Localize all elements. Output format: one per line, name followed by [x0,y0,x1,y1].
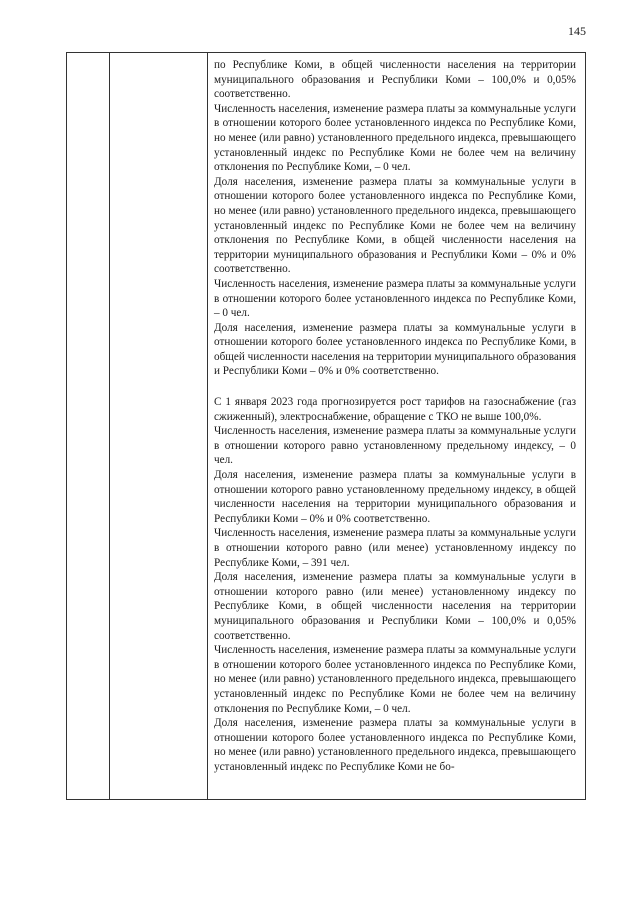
column-divider-1 [109,53,110,799]
paragraph: Численность населения, изменение размера платы за коммунальные услуги в отношении которого равно установленному предельному индексу, – 0 чел. [214,425,576,467]
paragraph: Численность населения, изменение размера платы за коммунальные услуги в отношении которого более установленного индекса по Республике Коми, но менее (или равно) установленного предельного индекса, превышающего установленный индекс по Республике Коми не более чем на величину отклонения по Республике Коми, – 0 чел. [214,644,576,715]
document-table [66,52,586,800]
paragraph: по Республике Коми, в общей численности населения на территории муниципального образования и Республики Коми – 100,0% и 0,05% соответственно. [214,59,576,101]
paragraph-gap [214,379,576,395]
paragraph: Доля населения, изменение размера платы за коммунальные услуги в отношении которого более установленного индекса по Республике Коми, в общей численности населения на территории муниципального образования и Республики Коми – 0% и 0% соответственно. [214,321,576,378]
paragraph: Численность населения, изменение размера платы за коммунальные услуги в отношении которого равно (или менее) установленному индексу по Республике Коми, – 391 чел. [214,527,576,569]
paragraph: Численность населения, изменение размера платы за коммунальные услуги в отношении которого более установленного индекса по Республике Коми, – 0 чел. [214,277,576,320]
page-number: 145 [568,24,586,38]
column-divider-2 [207,53,208,799]
paragraph: Доля населения, изменение размера платы за коммунальные услуги в отношении которого более установленного индекса по Республике Коми, но менее (или равно) установленного предельного индекса, превышающего установленный индекс по Республике Коми не более чем на величину отклонения по Республике Коми, в общей численности населения на территории муниципального образования и Республики Коми – 0% и 0% соответственно. [214,175,576,276]
content-cell [214,58,576,775]
paragraph: С 1 января 2023 года прогнозируется рост тарифов на газоснабжение (газ сжиженный), электроснабжение, обращение с ТКО не выше 100,0%. [214,396,576,423]
paragraph: Доля населения, изменение размера платы за коммунальные услуги в отношении которого равно установленному предельному индексу, в общей численности населения на территории муниципального образования и Республики Коми – 0% и 0% соответственно. [214,469,576,525]
paragraph: Доля населения, изменение размера платы за коммунальные услуги в отношении которого более установленного индекса по Республике Коми, но менее (или равно) установленного предельного индекса, превышающего установленный индекс по Республике Коми не бо- [214,717,576,773]
paragraph: Численность населения, изменение размера платы за коммунальные услуги в отношении которого более установленного индекса по Республике Коми, но менее (или равно) установленного предельного индекса, превышающего установленный индекс по Республике Коми не более чем на величину отклонения по Республике Коми, – 0 чел. [214,102,576,174]
paragraph: Доля населения, изменение размера платы за коммунальные услуги в отношении которого равно (или менее) установленному индексу по Республике Коми, в общей численности населения на территории муниципального образования и Республики Коми – 100,0% и 0,05% соответственно. [214,571,576,642]
